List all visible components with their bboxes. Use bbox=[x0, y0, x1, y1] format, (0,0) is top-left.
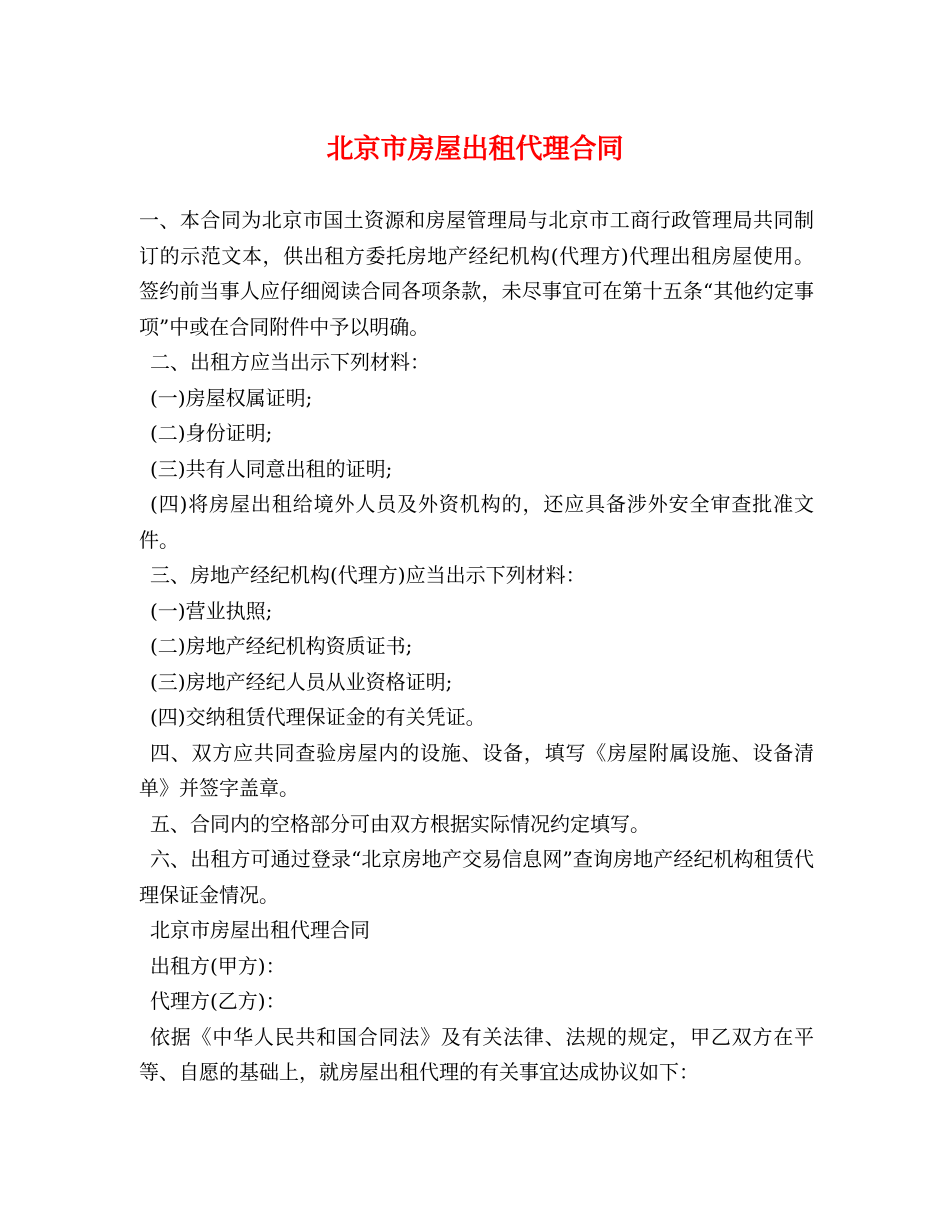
paragraph-section-4: 四、双方应共同查验房屋内的设施、设备，填写《房屋附属设施、设备清单》并签字盖章。 bbox=[139, 740, 814, 800]
list-item: (一)营业执照; bbox=[150, 598, 273, 623]
list-item: (二)身份证明; bbox=[150, 421, 273, 445]
paragraph-section-5: 五、合同内的空格部分可由双方根据实际情况约定填写。 bbox=[150, 811, 650, 836]
list-item: (三)房地产经纪人员从业资格证明; bbox=[150, 669, 453, 694]
document-body bbox=[139, 203, 814, 1091]
list-item: (四)交纳租赁代理保证金的有关凭证。 bbox=[150, 705, 486, 729]
paragraph-preamble: 依据《中华人民共和国合同法》及有关法律、法规的规定，甲乙双方在平等、自愿的基础上，就房屋出租代理的有关事宜达成协议如下： bbox=[139, 1024, 814, 1084]
party-a-line: 出租方(甲方)： bbox=[150, 953, 286, 978]
list-item: (三)共有人同意出租的证明; bbox=[150, 456, 393, 481]
paragraph-section-6: 六、出租方可通过登录“北京房地产交易信息网”查询房地产经纪机构租赁代理保证金情况。 bbox=[139, 847, 814, 907]
paragraph-intro-1: 一、本合同为北京市国土资源和房屋管理局与北京市工商行政管理局共同制订的示范文本，供出租方委托房地产经纪机构(代理方)代理出租房屋使用。签约前当事人应仔细阅读合同各项条款，未尽事宜可在第十五条“其他约定事项”中或在合同附件中予以明确。 bbox=[139, 208, 814, 339]
list-item: (四)将房屋出租给境外人员及外资机构的，还应具备涉外安全审查批准文件。 bbox=[139, 492, 814, 552]
paragraph-section-2: 二、出租方应当出示下列材料： bbox=[150, 350, 430, 374]
paragraph-section-3: 三、房地产经纪机构(代理方)应当出示下列材料： bbox=[150, 563, 586, 587]
list-item: (二)房地产经纪机构资质证书; bbox=[150, 634, 413, 658]
list-item: (一)房屋权属证明; bbox=[150, 385, 313, 410]
contract-subtitle: 北京市房屋出租代理合同 bbox=[150, 918, 370, 942]
party-b-line: 代理方(乙方)： bbox=[150, 989, 286, 1013]
document-title: 北京市房屋出租代理合同 bbox=[326, 134, 624, 165]
